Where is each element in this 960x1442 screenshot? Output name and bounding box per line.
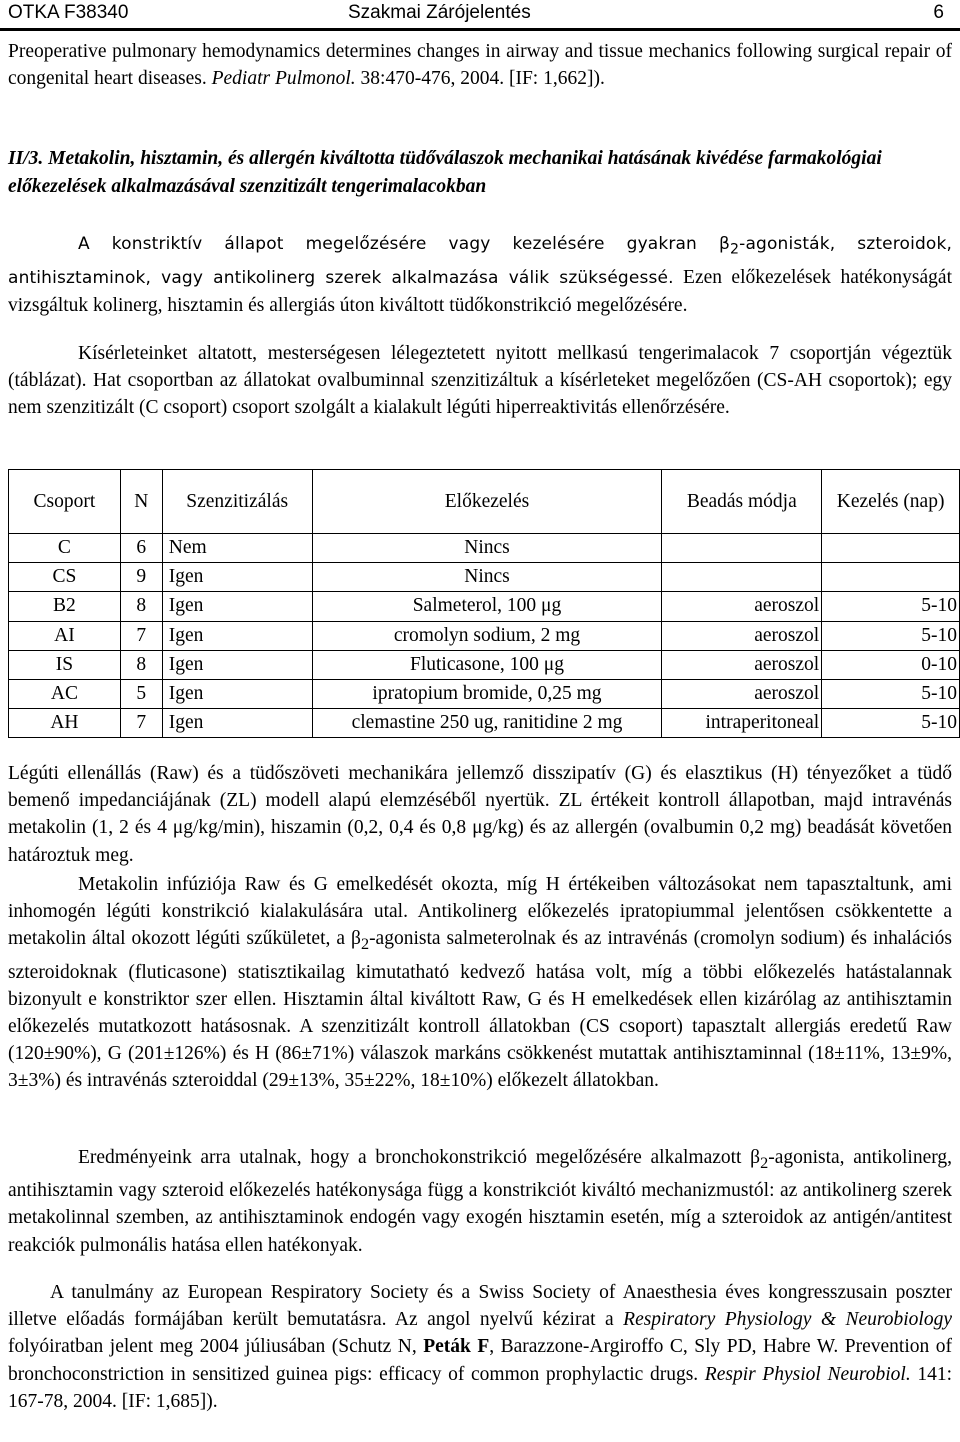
section-number: II/3. [8, 148, 49, 169]
table-row: AC 5 Igen ipratopium bromide, 0,25 mg aeroszol 5-10 [9, 679, 960, 708]
col-header-treatment-days: Kezelés (nap) [822, 470, 960, 534]
table-row: IS 8 Igen Fluticasone, 100 μg aeroszol 0-10 [9, 650, 960, 679]
col-header-route: Beadás módja [662, 470, 822, 534]
table-row: CS 9 Igen Nincs [9, 563, 960, 592]
section-heading [8, 145, 952, 201]
paragraph-2: Kísérleteinket altatott, mesterségesen lélegeztetett nyitott mellkasú tengerimalacok 7 csoportján végeztük (táblázat). Hat csoportban az állatokat ovalbuminnal szenzitizáltuk a kísérleteket megelőzően (CS-AH csoportok); egy nem szenzitizált (C csoport) csoport szolgált a kialakult légúti hiperreaktivitás ellenőrzésére. [8, 343, 952, 419]
paragraph-3: Légúti ellenállás (Raw) és a tüdőszöveti mechanikára jellemző disszipatív (G) és elasztikus (H) tényezőket a tüdő bemenő impedanciájának (ZL) modell alapú elemzéséből nyertük. ZL értékeit kontroll állapotban, majd intravénás metakolin (1, 2 és 4 μg/kg/min), hiszamin (0,2, 0,4 és 0,8 μg/kg) és az allergén (ovalbumin 0,2 mg) beadását követően határoztuk meg. [8, 763, 952, 866]
section-title: Metakolin, hisztamin, és allergén kiváltotta tüdőválaszok mechanikai hatásának kivédése farmakológiai előkezelések alkalmazásával szenzitizált tengerimalacokban [8, 148, 882, 197]
table-row: C 6 Nem Nincs [9, 534, 960, 563]
paragraph-1: A konstriktív állapot megelőzésére vagy kezelésére gyakran $\beta_2$-agonisták, szteroidok, antihisztaminok, vagy antikolinerg szerek alkalmazása válik szükségessé. Ezen előkezelések hatékonyságát vizsgáltuk kolinerg, hisztamin és allergiás úton kiváltott tüdőkonstrikció megelőzésére. [8, 234, 952, 316]
header-grant-id: OTKA F38340 [8, 2, 129, 23]
experimental-groups-table [8, 469, 960, 738]
journal-name: Respiratory Physiology & Neurobiology [623, 1309, 953, 1331]
intro-reference: Preoperative pulmonary hemodynamics determines changes in airway and tissue mechanics following surgical repair of congenital heart diseases. Pediatr Pulmonol. 38:470-476, 2004. [IF: 1,662]). [8, 41, 952, 90]
col-header-group: Csoport [9, 470, 121, 534]
paragraph-4: Metakolin infúziója Raw és G emelkedését okozta, míg H értékeiben változásokat nem tapasztaltunk, ami inhomogén légúti konstrikció kialakulására utal. Antikolinerg előkezelés ipratopiummal jelentősen csökkentette a metakolin által okozott légúti szűkületet, a $\beta_2$-agonista salmeterolnak és az intravénás (cromolyn sodium) és inhalációs szteroidoknak (fluticasone) statisztikailag kimutatható kedvező hatása volt, míg a többi előkezelés hatástalannak bizonyult e konstriktor szer ellen. Hisztamin által kiváltott Raw, G és H emelkedések ellen kizárólag az antihisztamin előkezelés mutatkozott hatásosnak. A szenzitizált kontroll állatokban (CS csoport) tapasztalt allergiás eredetű Raw (120±90%), G (201±126%) és H (86±71%) válaszok markáns csökkenést mutattak antihisztaminnal (18±11%, 13±9%, 3±3%) és intravénás szteroiddal (29±13%, 35±22%, 18±10%) előkezelt állatokban. [8, 874, 953, 1092]
col-header-n: N [120, 470, 162, 534]
table-header-row [9, 470, 960, 534]
journal-name: Pediatr Pulmonol. [211, 68, 356, 90]
header-rule [0, 28, 960, 31]
highlighted-author: Peták F [423, 1336, 490, 1358]
journal-name: Respir Physiol Neurobiol. [704, 1363, 911, 1385]
table-row: B2 8 Igen Salmeterol, 100 μg aeroszol 5-10 [9, 592, 960, 621]
page-header [0, 0, 960, 28]
page-number: 6 [933, 2, 944, 23]
table-row: AI 7 Igen cromolyn sodium, 2 mg aeroszol 5-10 [9, 621, 960, 650]
paragraph-6: A tanulmány az European Respiratory Society és a Swiss Society of Anaesthesia éves kongresszusain poszter illetve előadás formájában került bemutatásra. Az angol nyelvű kézirat a Respiratory Physiology & Neurobiology folyóiratban jelent meg 2004 júliusában (Schutz N, Peták F, Barazzone-Argiroffo C, Sly PD, Habre W. Prevention of bronchoconstriction in sensitized guinea pigs: efficacy of common prophylactic drugs. Respir Physiol Neurobiol. 141: 167-78, 2004. [IF: 1,685]). [8, 1282, 953, 1412]
col-header-pretreatment: Előkezelés [312, 470, 662, 534]
header-report-title: Szakmai Zárójelentés [348, 2, 531, 23]
paragraph-5: Eredményeink arra utalnak, hogy a bronchokonstrikció megelőzésére alkalmazott $\beta_2$-agonista, antikolinerg, antihisztamin vagy szteroid előkezelés hatékonysága függ a konstrikciót kiváltó mechanizmustól: az antikolinerg szerek metakolinnal szemben, az antihisztaminok endogén vagy exogén hisztamin esetén, míg a szteroidok az antigén/antitest reakciók pulmonális hatása ellen hatékonyak. [8, 1147, 952, 1256]
table-row: AH 7 Igen clemastine 250 ug, ranitidine 2 mg intraperitoneal 5-10 [9, 709, 960, 738]
col-header-sensitization: Szenzitizálás [162, 470, 312, 534]
